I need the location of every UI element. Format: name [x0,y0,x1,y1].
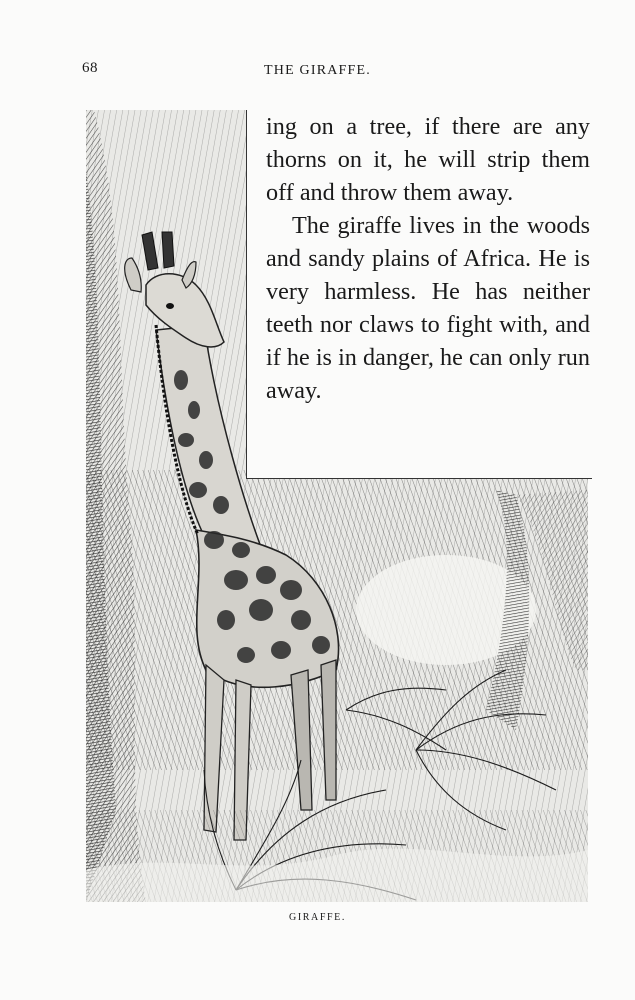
body-text [266,110,590,407]
paragraph-1: ing on a tree, if there are any thorns on it, he will strip them off and throw them away. [266,113,590,206]
page-number: 68 [82,60,98,76]
paragraph-2: The giraffe lives in the woods and sandy plains of Africa. He is very harmless. He has neither teeth nor claws to fight with, and if he is in danger, he can only run away. [266,212,590,404]
figure-caption: GIRAFFE. [289,912,346,923]
running-head: THE GIRAFFE. [264,63,371,78]
